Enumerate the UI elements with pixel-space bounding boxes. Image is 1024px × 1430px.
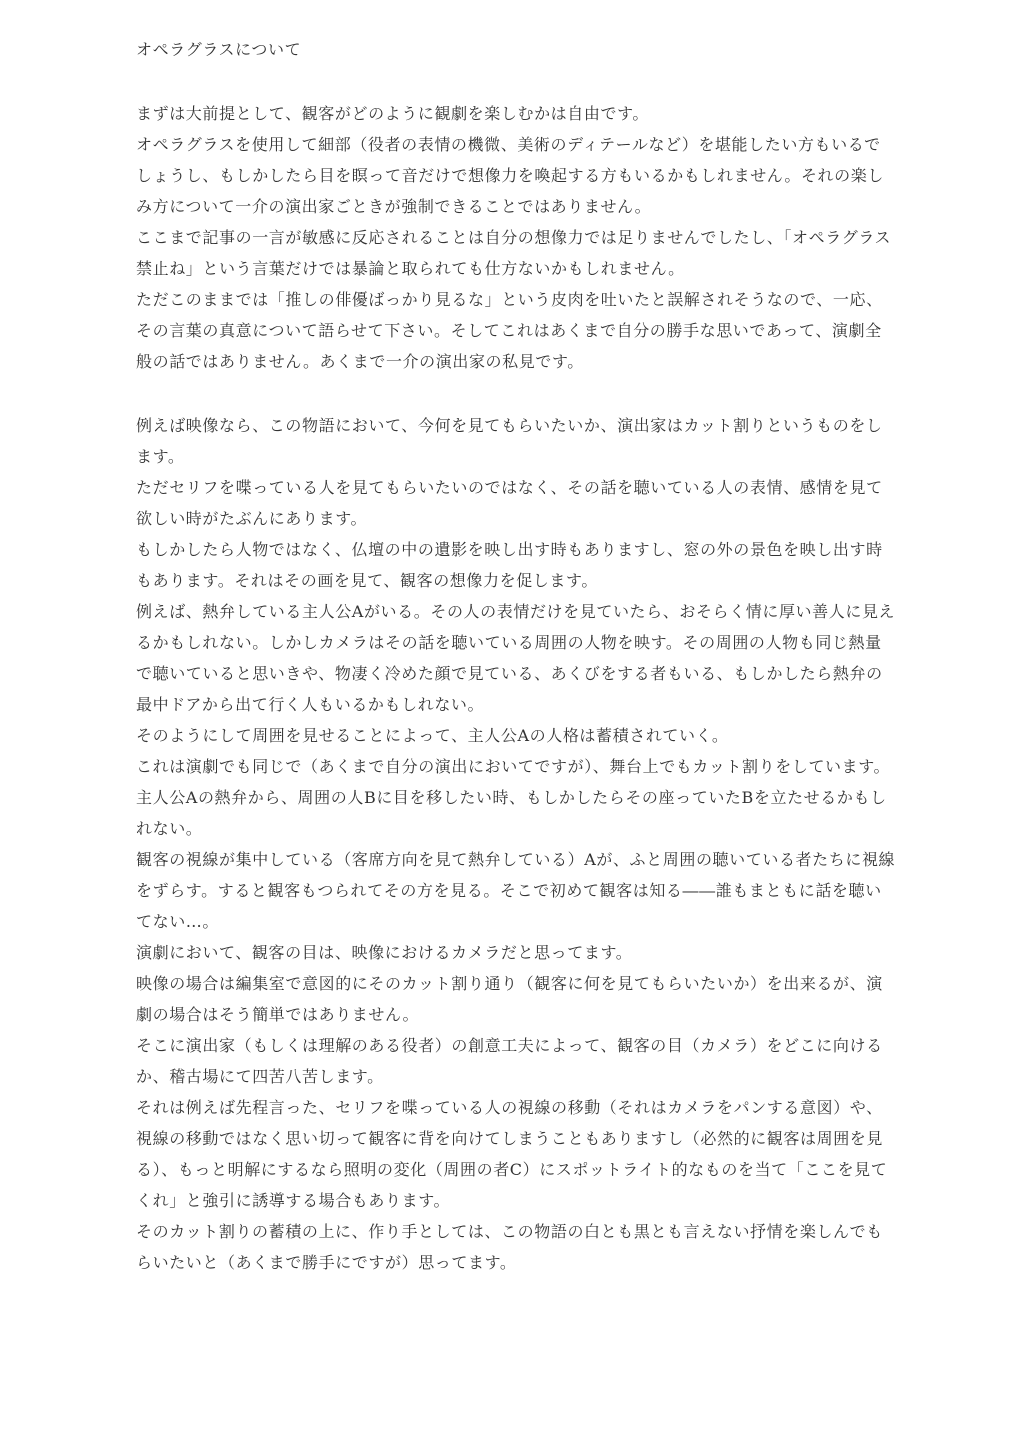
- paragraph: ただこのままでは「推しの俳優ばっかり見るな」という皮肉を吐いたと誤解されそうなので、一応、その言葉の真意について語らせて下さい。そしてこれはあくまで自分の勝手な思いであって、演劇全般の話ではありません。あくまで一介の演出家の私見です。: [136, 290, 883, 371]
- paragraph: 観客の視線が集中している（客席方向を見て熱弁している）Aが、ふと周囲の聴いている者たちに視線をずらす。すると観客もつられてその方を見る。そこで初めて観客は知る――誰もまともに話を聴いてない…。: [136, 850, 896, 931]
- paragraph: 主人公Aの熱弁から、周囲の人Bに目を移したい時、もしかしたらその座っていたBを立たせるかもしれない。: [136, 788, 887, 838]
- paragraph: もしかしたら人物ではなく、仏壇の中の遺影を映し出す時もありますし、窓の外の景色を映し出す時もあります。それはその画を見て、観客の想像力を促します。: [136, 540, 883, 590]
- paragraph: そのカット割りの蓄積の上に、作り手としては、この物語の白とも黒とも言えない抒情を楽しんでもらいたいと（あくまで勝手にですが）思ってます。: [136, 1222, 883, 1272]
- section-intro: [136, 98, 896, 377]
- section-main: [136, 410, 896, 1278]
- paragraph: そこに演出家（もしくは理解のある役者）の創意工夫によって、観客の目（カメラ）をどこに向けるか、稽古場にて四苦八苦します。: [136, 1036, 883, 1086]
- paragraph: ただセリフを喋っている人を見てもらいたいのではなく、その話を聴いている人の表情、感情を見て欲しい時がたぶんにあります。: [136, 478, 883, 528]
- paragraph: ここまで記事の一言が敏感に反応されることは自分の想像力では足りませんでしたし、「オペラグラス禁止ね」という言葉だけでは暴論と取られても仕方ないかもしれません。: [136, 228, 892, 278]
- paragraph: それは例えば先程言った、セリフを喋っている人の視線の移動（それはカメラをパンする意図）や、視線の移動ではなく思い切って観客に背を向けてしまうこともありますし（必然的に観客は周囲を見る）、もっと明解にするなら照明の変化（周囲の者C）にスポットライト的なものを当て「ここを見てくれ」と強引に誘導する場合もあります。: [136, 1098, 888, 1210]
- paragraph: 映像の場合は編集室で意図的にそのカット割り通り（観客に何を見てもらいたいか）を出来るが、演劇の場合はそう簡単ではありません。: [136, 974, 883, 1024]
- paragraph: 例えば映像なら、この物語において、今何を見てもらいたいか、演出家はカット割りというものをします。: [136, 416, 883, 466]
- paragraph: まずは大前提として、観客がどのように観劇を楽しむかは自由です。: [136, 104, 650, 123]
- paragraph: これは演劇でも同じで（あくまで自分の演出においてですが）、舞台上でもカット割りをしています。: [136, 757, 891, 776]
- document-body: [136, 34, 896, 1278]
- document-title: オペラグラスについて: [136, 40, 302, 59]
- paragraph: オペラグラスを使用して細部（役者の表情の機微、美術のディテールなど）を堪能したい方もいるでしょうし、もしかしたら目を瞑って音だけで想像力を喚起する方もいるかもしれません。それの楽しみ方について一介の演出家ごときが強制できることではありません。: [136, 135, 884, 216]
- paragraph: 例えば、熱弁している主人公Aがいる。その人の表情だけを見ていたら、おそらく情に厚い善人に見えるかもしれない。しかしカメラはその話を聴いている周囲の人物を映す。その周囲の人物も同じ熱量で聴いていると思いきや、物凄く冷めた顔で見ている、あくびをする者もいる、もしかしたら熱弁の最中ドアから出て行く人もいるかもしれない。: [136, 602, 896, 714]
- paragraph: 演劇において、観客の目は、映像におけるカメラだと思ってます。: [136, 943, 633, 962]
- paragraph: そのようにして周囲を見せることによって、主人公Aの人格は蓄積されていく。: [136, 726, 729, 745]
